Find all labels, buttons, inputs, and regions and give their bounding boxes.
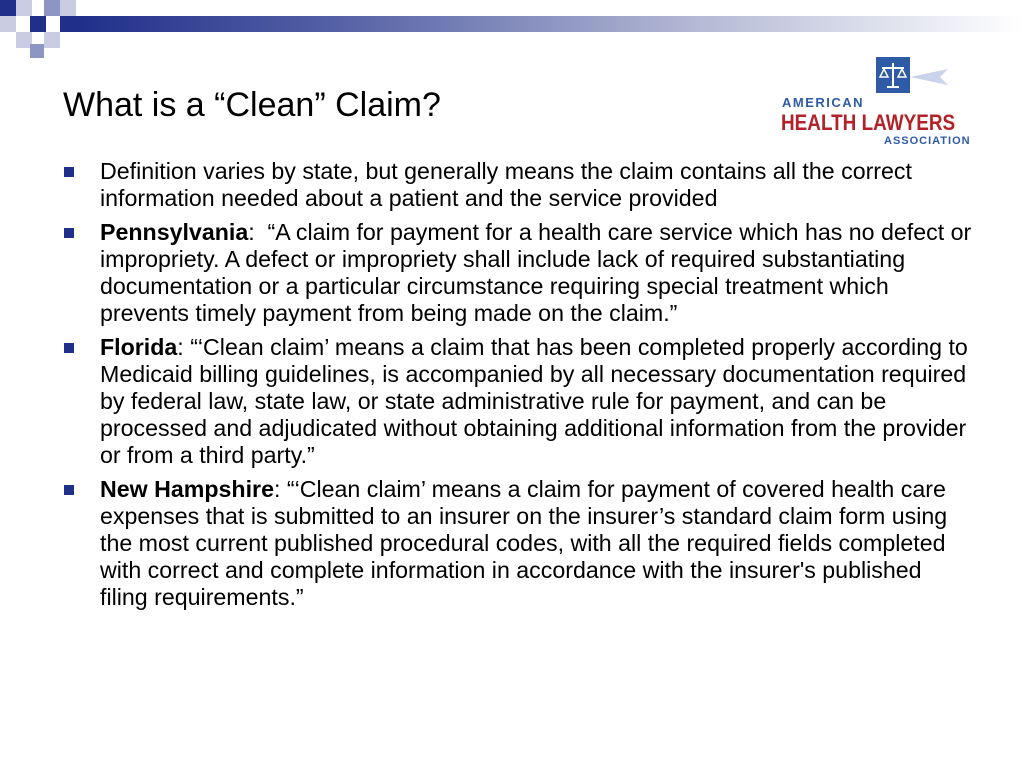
bullet-separator: : <box>248 219 268 245</box>
logo-swoosh <box>910 65 950 89</box>
bullet-item <box>62 219 972 327</box>
scales-of-justice-icon <box>876 57 910 93</box>
bullet-separator: : <box>273 476 287 502</box>
deco-square <box>16 0 32 16</box>
bullet-item <box>62 334 972 469</box>
bullet-icon <box>64 167 74 177</box>
header-decoration <box>0 0 1024 60</box>
bullet-icon <box>64 485 74 495</box>
bullet-item <box>62 476 972 611</box>
bullet-text: “‘Clean claim’ means a claim that has been completed properly according to Medicaid billing guidelines, is accompanied by all necessary documentation required by federal law, state law, or state administrative rule for payment, and can be processed and adjudicated without obtaining additional information from the provider or from a third party.” <box>100 334 968 468</box>
bullet-label: Florida <box>100 334 178 360</box>
slide-title: What is a “Clean” Claim? <box>63 86 441 124</box>
bullet-list <box>62 158 972 618</box>
bullet-label: New Hampshire <box>100 476 274 502</box>
logo-line-1: AMERICAN <box>782 95 865 110</box>
bullet-icon <box>64 343 74 353</box>
bullet-text: “‘Clean claim’ means a claim for payment of covered health care expenses that is submitted to an insurer on the insurer’s standard claim form using the most current published procedural codes, with all the required fields completed with correct and complete information in accordance with the insurer's published filing requirements.” <box>100 476 948 610</box>
deco-square <box>0 0 16 16</box>
deco-square <box>60 0 76 16</box>
bullet-item <box>62 158 972 212</box>
deco-square <box>44 32 60 48</box>
gradient-bar <box>75 16 1024 32</box>
logo-line-2: HEALTH LAWYERS <box>781 110 956 135</box>
bullet-text: “A claim for payment for a health care service which has no defect or impropriety. A defect or impropriety shall include lack of required substantiating documentation or a particular circumstance requiring special treatment which prevents timely payment from being made on the claim.” <box>100 219 972 326</box>
bullet-separator: : <box>177 334 191 360</box>
deco-square <box>60 16 76 32</box>
deco-square <box>30 44 44 58</box>
bullet-text: Definition varies by state, but generally means the claim contains all the correct information needed about a patient and the service provided <box>100 158 912 211</box>
deco-square <box>44 0 60 16</box>
logo-line-3: ASSOCIATION <box>884 135 971 147</box>
deco-square <box>30 16 46 32</box>
bullet-icon <box>64 228 74 238</box>
logo <box>778 55 984 150</box>
deco-square <box>0 16 16 32</box>
bullet-label: Pennsylvania <box>100 219 249 245</box>
